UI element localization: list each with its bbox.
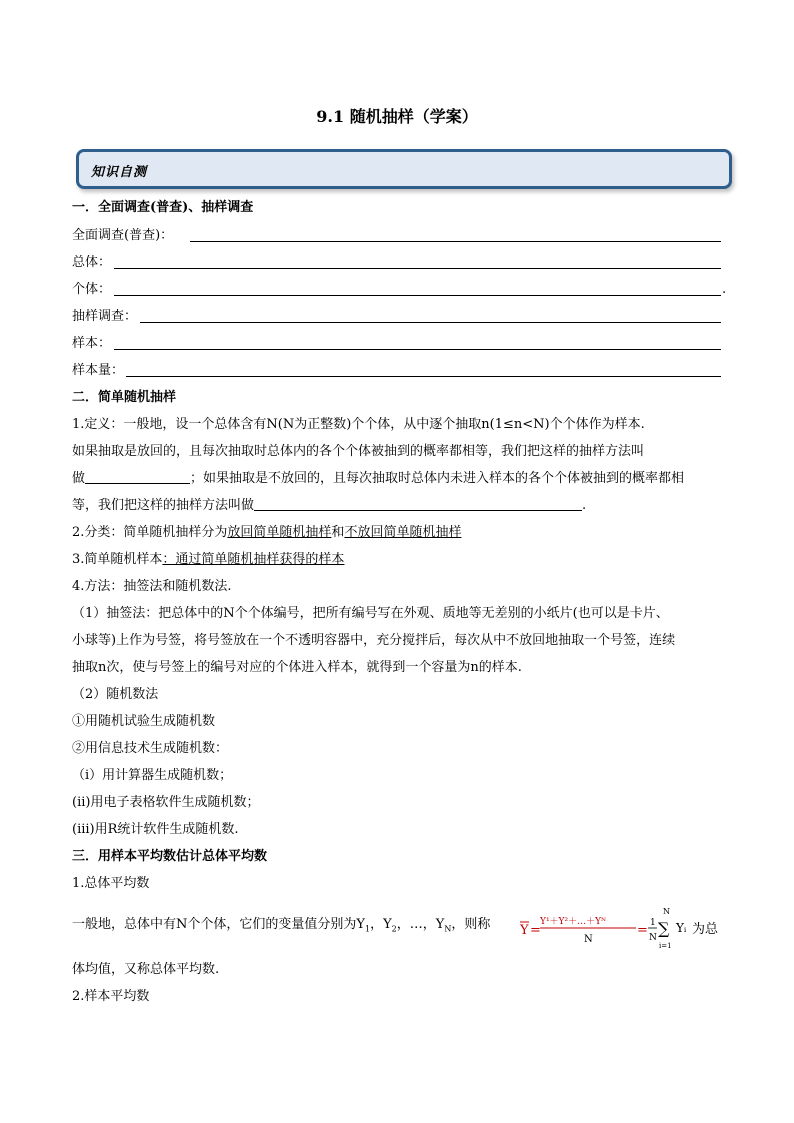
field-sample-blank[interactable] [114, 335, 721, 350]
field-sample-size-label: 样本量： [72, 363, 125, 378]
formula-eq-2: = [637, 923, 648, 938]
definition-line-3-start: 做 [72, 471, 86, 486]
population-mean-formula [518, 904, 718, 952]
definition-line-3-end: ；如果抽取是不放回的，且每次抽取时总体内未进入样本的各个个体被抽到的概率都相 [190, 471, 685, 486]
formula-yi: Yᵢ [676, 921, 687, 935]
population-mean-line: 一般地，总体中有N个个体，它们的变量值分别为$Y_1$，$Y_2$，…，$Y_N$，则称 [72, 917, 491, 934]
lottery-line-1: （1）抽签法：把总体中的N个个体编号，把所有编号写在外观、质地等无差别的小纸片(也可以是卡片、 [72, 606, 669, 621]
population-mean-text: 一般地，总体中有N个个体，它们的变量值分别为Y [72, 917, 365, 932]
section-banner [76, 149, 732, 189]
section3-heading: 三．用样本平均数估计总体平均数 [72, 849, 268, 864]
random-method-2-i: （i）用计算器生成随机数； [72, 768, 233, 783]
definition-line-1: 1.定义：一般地，设一个总体含有N(N为正整数)个个体，从中逐个抽取n(1≤n<N)个个体作为样本. [72, 417, 645, 432]
random-method-1: ①用随机试验生成随机数 [72, 714, 216, 729]
formula-eq-1: = [530, 923, 541, 938]
classification-prefix: 2.分类：简单随机抽样分为 [72, 525, 228, 540]
with-replacement-blank[interactable] [85, 470, 190, 484]
banner-label: 知识自测 [91, 165, 148, 180]
definition-line-4-start: 等，我们把这样的抽样方法叫做 [72, 498, 255, 513]
population-mean-heading: 1.总体平均数 [72, 876, 150, 891]
definition-line-2: 如果抽取是放回的，且每次抽取时总体内的各个个体被抽到的概率都相等，我们把这样的抽样方法叫 [72, 444, 645, 459]
formula-after-text: 为总 [692, 922, 718, 937]
classification-without-replacement: 不放回简单随机抽样 [344, 525, 462, 540]
classification-and: 和 [331, 525, 345, 540]
page-title: 9.1 随机抽样（学案） [316, 107, 478, 126]
field-population-label: 总体： [72, 255, 112, 270]
field-census-label: 全面调查(普查)： [72, 228, 174, 243]
formula-sum-top: N [663, 907, 670, 916]
formula-sigma: ∑ [658, 919, 670, 938]
field-individual-label: 个体： [72, 282, 112, 297]
random-number-heading: （2）随机数法 [72, 687, 159, 702]
formula-n: N [649, 933, 657, 943]
definition-line-4 [72, 497, 586, 515]
formula-sum-bottom: i=1 [659, 942, 672, 950]
field-sample-label: 样本： [72, 336, 112, 351]
field-population-blank[interactable] [114, 254, 721, 269]
field-sampling-blank[interactable] [140, 308, 721, 323]
section2-heading: 二．简单随机抽样 [72, 390, 177, 405]
definition-line-3 [72, 470, 684, 488]
random-method-2: ②用信息技术生成随机数： [72, 741, 229, 756]
field-census-blank[interactable] [190, 227, 721, 242]
lottery-line-3: 抽取n次，使与号签上的编号对应的个体进入样本，就得到一个容量为n的样本. [72, 660, 522, 675]
formula-numerator: Y¹＋Y²＋…＋Yᴺ [540, 917, 606, 927]
field-sampling-label: 抽样调查： [72, 309, 138, 324]
random-method-2-ii: (ii)用电子表格软件生成随机数； [72, 795, 260, 810]
formula-denominator: N [584, 934, 593, 945]
classification-line [72, 524, 461, 542]
field-sample-size-blank[interactable] [126, 362, 721, 377]
definition-line-4-end: . [582, 498, 587, 513]
random-method-2-iii: (iii)用R统计软件生成随机数. [72, 822, 239, 837]
simple-sample-prefix: 3.简单随机样本 [72, 552, 163, 567]
sample-mean-heading: 2.样本平均数 [72, 989, 150, 1004]
without-replacement-blank[interactable] [254, 497, 582, 511]
simple-sample-line [72, 551, 344, 569]
field-individual-blank[interactable] [114, 281, 721, 296]
formula-one: 1 [650, 918, 656, 928]
simple-sample-definition: ：通过简单随机抽样获得的样本 [162, 552, 345, 567]
population-mean-line-2: 体均值，又称总体平均数. [72, 962, 220, 977]
lottery-line-2: 小球等)上作为号签，将号签放在一个不透明容器中，充分搅拌后，每次从中不放回地抽取一个号签，连续 [72, 633, 676, 648]
field-individual-period: . [722, 282, 727, 297]
method-line: 4.方法：抽签法和随机数法. [72, 579, 232, 594]
formula-ybar: Y [520, 923, 529, 938]
section1-heading: 一．全面调查(普查)、抽样调查 [72, 200, 254, 215]
population-mean-text-end: ，则称 [451, 917, 491, 932]
classification-with-replacement: 放回简单随机抽样 [227, 525, 332, 540]
